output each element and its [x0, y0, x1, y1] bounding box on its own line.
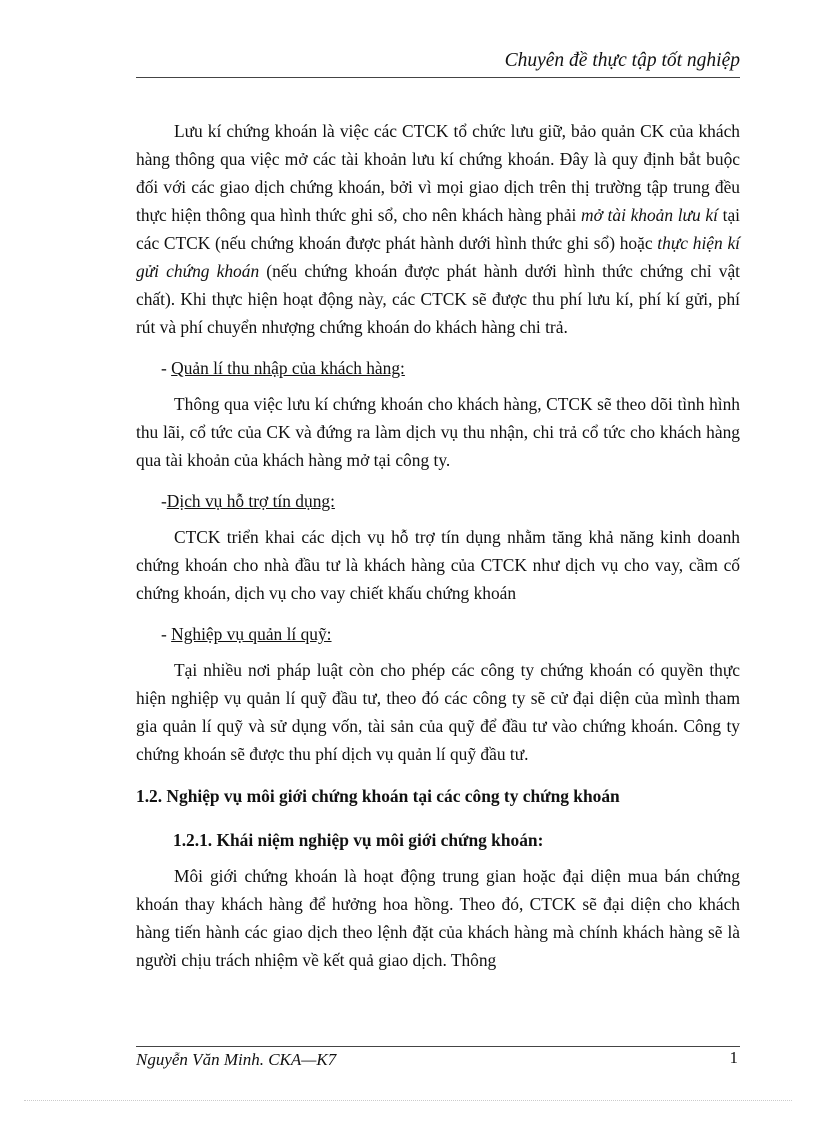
bullet-dash: - — [161, 491, 167, 511]
paragraph-text: tại các CTCK (nếu chứng khoán được phát hành dưới hình thức ghi sổ) hoặc — [136, 205, 740, 253]
header-title: Chuyên đề thực tập tốt nghiệp — [504, 50, 740, 71]
paragraph-text: Lưu kí chứng khoán là việc các CTCK tổ chức lưu giữ, bảo quản CK của khách hàng thông qua việc mở các tài khoản lưu kí chứng khoán. Đây là quy định bắt buộc đối với các giao dịch chứng khoán, bởi vì mọi giao dịch trên thị trường tập trung đều thực hiện thông qua hình thức ghi sổ, cho nên khách hàng phải — [136, 121, 740, 225]
bullet-label: Quản lí thu nhập của khách hàng: — [171, 358, 405, 378]
bullet-income-management — [161, 354, 740, 382]
paragraph-credit: CTCK triển khai các dịch vụ hỗ trợ tín dụng nhằm tăng khả năng kinh doanh chứng khoán cho nhà đầu tư là khách hàng của CTCK như dịch vụ cho vay, cầm cố chứng khoán, dịch vụ cho vay chiết khấu chứng khoán — [136, 527, 740, 603]
paragraph-brokerage: Môi giới chứng khoán là hoạt động trung gian hoặc đại diện mua bán chứng khoán thay khách hàng để hưởng hoa hồng. Theo đó, CTCK sẽ đại diện cho khách hàng tiến hành các giao dịch theo lệnh đặt của khách hàng mà chính khách hàng sẽ là người chịu trách nhiệm về kết quả giao dịch. Thông — [136, 866, 740, 970]
header-rule — [136, 77, 740, 78]
subsection-heading: 1.2.1. Khái niệm nghiệp vụ môi giới chứng khoán: — [173, 830, 544, 850]
bullet-label: Nghiệp vụ quản lí quỹ: — [171, 624, 332, 644]
footer-author: Nguyễn Văn Minh. CKA—K7 — [136, 1050, 337, 1069]
page-edge-divider — [24, 1100, 792, 1101]
section-heading: 1.2. Nghiệp vụ môi giới chứng khoán tại các công ty chứng khoán — [136, 786, 620, 806]
page-number: 1 — [729, 1048, 738, 1067]
paragraph-fund: Tại nhiều nơi pháp luật còn cho phép các công ty chứng khoán có quyền thực hiện nghiệp vụ quản lí quỹ đầu tư, theo đó các công ty sẽ cử đại diện của mình tham gia quản lí quỹ và sử dụng vốn, tài sản của quỹ để đầu tư vào chứng khoán. Công ty chứng khoán sẽ được thu phí dịch vụ quản lí quỹ đầu tư. — [136, 660, 740, 764]
page-content — [136, 117, 740, 974]
emphasis-open-account: mở tài khoản lưu kí — [581, 205, 718, 225]
bullet-label: Dịch vụ hỗ trợ tín dụng: — [166, 491, 335, 511]
bullet-dash: - — [161, 358, 172, 378]
paragraph-text: (nếu chứng khoán được phát hành dưới hình thức chứng chỉ vật chất). Khi thực hiện hoạt động này, các CTCK sẽ được thu phí lưu kí, phí kí gửi, phí rút và phí chuyển nhượng chứng khoán do khách hàng chi trả. — [136, 261, 741, 337]
bullet-fund-management — [161, 620, 740, 648]
bullet-credit-services — [161, 487, 740, 515]
emphasis-deposit: thực hiện kí gửi chứng khoán — [136, 233, 740, 281]
paragraph-income: Thông qua việc lưu kí chứng khoán cho khách hàng, CTCK sẽ theo dõi tình hình thu lãi, cổ tức của CK và đứng ra làm dịch vụ thu nhận, chi trả cổ tức cho khách hàng qua tài khoản của khách hàng mở tại công ty. — [136, 394, 740, 470]
bullet-dash: - — [161, 624, 172, 644]
footer-rule — [136, 1046, 740, 1047]
paragraph-custody — [136, 117, 740, 341]
